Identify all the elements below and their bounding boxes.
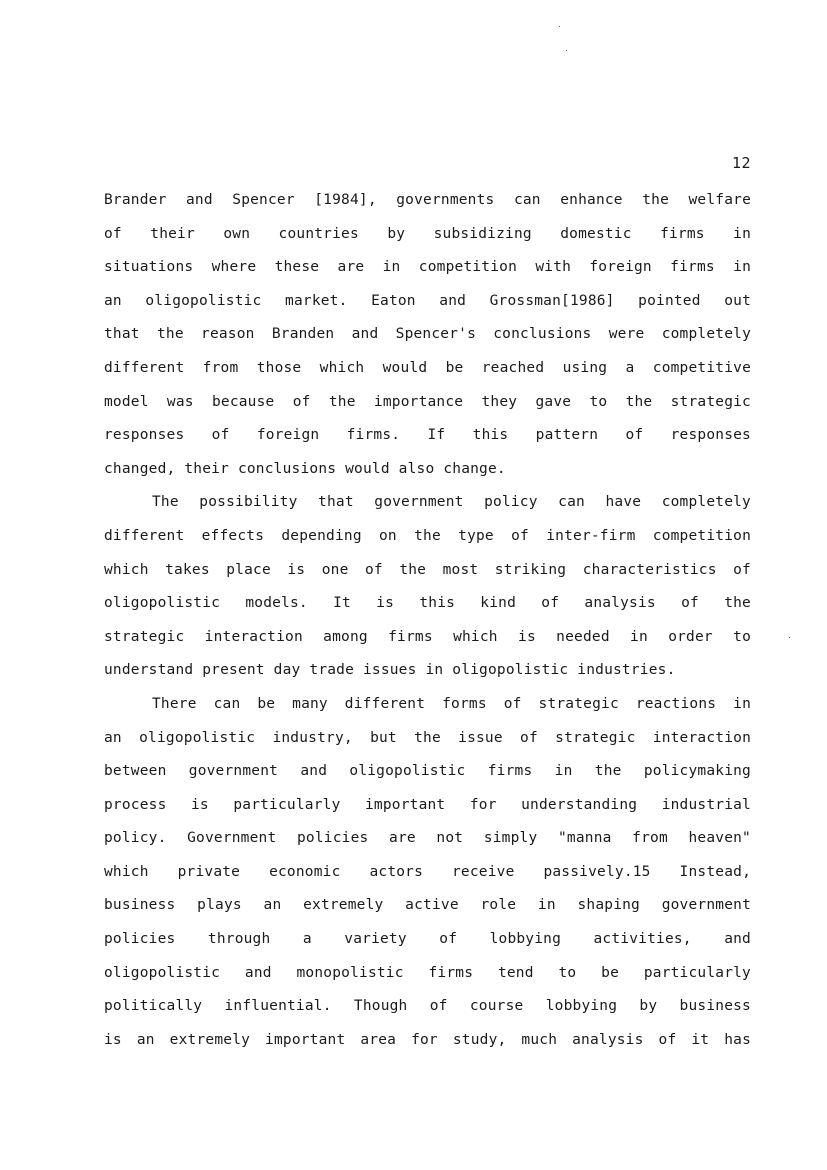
- text-line: oligopolistic models. It is this kind of analysis of the: [104, 595, 751, 612]
- text-line: There can be many different forms of strategic reactions in: [152, 695, 751, 712]
- text-line: model was because of the importance they gave to the strategic: [104, 393, 751, 410]
- scan-speck: [566, 50, 567, 51]
- text-line: business plays an extremely active role in shaping government: [104, 897, 751, 914]
- text-line: is an extremely important area for study, much analysis of it has: [104, 1031, 751, 1048]
- text-line: of their own countries by subsidizing domestic firms in: [104, 225, 751, 242]
- text-line: an oligopolistic industry, but the issue of strategic interaction: [104, 729, 751, 746]
- text-line: which private economic actors receive passively.15 Instead,: [104, 863, 751, 880]
- text-line: different effects depending on the type of inter-firm competition: [104, 527, 751, 544]
- text-line: that the reason Branden and Spencer's conclusions were completely: [104, 326, 751, 343]
- text-line: between government and oligopolistic firms in the policymaking: [104, 763, 751, 780]
- body-text: [104, 184, 751, 1057]
- text-line: policies through a variety of lobbying activities, and: [104, 931, 751, 948]
- text-line: situations where these are in competition with foreign firms in: [104, 259, 751, 276]
- scan-speck: [789, 637, 790, 638]
- text-line: Brander and Spencer [1984], governments can enhance the welfare: [104, 192, 751, 208]
- text-line: changed, their conclusions would also change.: [104, 460, 506, 477]
- text-line: different from those which would be reached using a competitive: [104, 359, 751, 376]
- text-line: which takes place is one of the most striking characteristics of: [104, 561, 751, 578]
- text-line: politically influential. Though of course lobbying by business: [104, 998, 751, 1015]
- text-line: an oligopolistic market. Eaton and Grossman[1986] pointed out: [104, 292, 751, 309]
- scan-speck: [559, 26, 560, 27]
- text-line: responses of foreign firms. If this pattern of responses: [104, 427, 751, 444]
- page-number: 12: [732, 154, 752, 172]
- text-line: strategic interaction among firms which is needed in order to: [104, 628, 751, 645]
- text-line: understand present day trade issues in oligopolistic industries.: [104, 662, 676, 679]
- text-line: policy. Government policies are not simply "manna from heaven": [104, 830, 751, 847]
- text-line: process is particularly important for understanding industrial: [104, 796, 751, 813]
- text-line: The possibility that government policy can have completely: [152, 494, 751, 511]
- text-line: oligopolistic and monopolistic firms tend to be particularly: [104, 964, 751, 981]
